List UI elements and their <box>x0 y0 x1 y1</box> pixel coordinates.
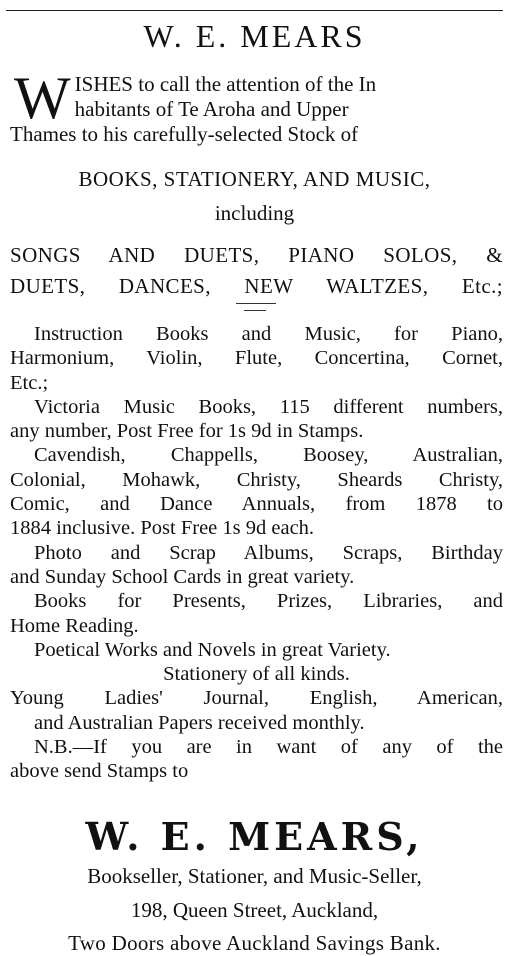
stock-line: Stationery of all kinds. <box>163 663 350 686</box>
divider-rule <box>236 303 276 304</box>
stock-line: and Australian Papers received monthly. <box>34 711 365 734</box>
street-address: 198, Queen Street, Auckland, <box>130 898 379 922</box>
songs-heading <box>10 240 503 302</box>
songs-line-2: DUETS, DANCES, NEW WALTZES, Etc.; <box>10 274 503 298</box>
stock-line: Instruction Books and Music, for Piano, <box>34 323 503 345</box>
stock-line: Poetical Works and Novels in great Variety. <box>34 638 391 661</box>
stock-line: N.B.—If you are in want of any of the <box>34 736 503 759</box>
location-note: Two Doors above Auckland Savings Bank. <box>68 931 441 955</box>
stock-line: Victoria Music Books, 115 different numbers, <box>34 395 503 418</box>
stock-line: Home Reading. <box>10 614 139 637</box>
stock-line: Photo and Scrap Albums, Scraps, Birthday <box>34 541 503 564</box>
divider-rule-short <box>244 310 266 311</box>
songs-line-1: SONGS AND DUETS, PIANO SOLOS, & <box>10 243 503 267</box>
intro-line-3: Thames to his carefully-selected Stock of <box>10 122 359 146</box>
trade-description: Bookseller, Stationer, and Music-Seller, <box>87 864 422 888</box>
advert-title: W. E. MEARS <box>143 18 366 54</box>
stock-line: Comic, and Dance Annuals, from 1878 to <box>10 493 503 516</box>
drop-cap: W <box>14 65 71 131</box>
stock-line: Young Ladies' Journal, English, American, <box>10 687 503 710</box>
stock-line: Cavendish, Chappells, Boosey, Australian, <box>34 444 503 467</box>
top-rule <box>6 10 503 11</box>
books-heading: BOOKS, STATIONERY, AND MUSIC, <box>78 167 431 191</box>
merchant-signature: W. E. MEARS, <box>85 814 424 859</box>
stock-list <box>10 322 503 784</box>
intro-line-2: habitants of Te Aroha and Upper <box>74 97 349 121</box>
intro-line-1: ISHES to call the attention of the In <box>74 72 377 96</box>
stock-line: 1884 inclusive. Post Free 1s 9d each. <box>10 517 315 540</box>
stock-line: any number, Post Free for 1s 9d in Stamps. <box>10 420 364 443</box>
stock-line: Etc.; <box>10 371 49 394</box>
including-text: including <box>214 201 295 225</box>
stock-line: Books for Presents, Prizes, Libraries, and <box>34 590 503 613</box>
stock-line: Harmonium, Violin, Flute, Concertina, Cornet, <box>10 347 503 370</box>
stock-line: and Sunday School Cards in great variety. <box>10 565 355 588</box>
stock-line: Colonial, Mohawk, Christy, Sheards Christy, <box>10 468 503 491</box>
stock-line: above send Stamps to <box>10 760 189 783</box>
intro-paragraph <box>10 65 501 147</box>
